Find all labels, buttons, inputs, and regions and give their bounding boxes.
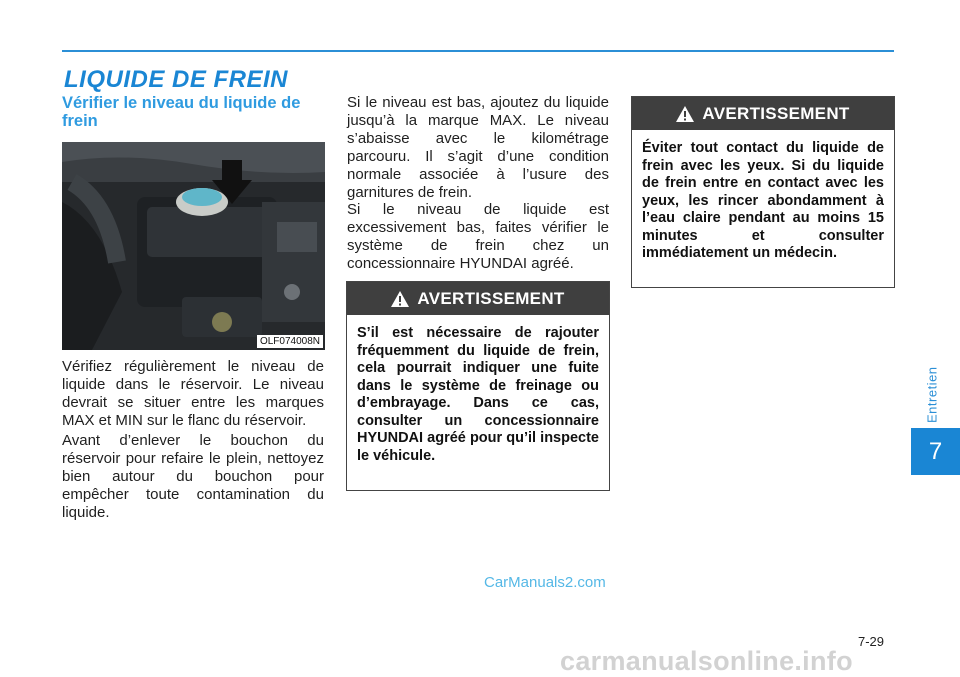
engine-bay-illustration — [62, 142, 325, 350]
engine-bay-photo — [62, 142, 325, 350]
top-rule — [62, 50, 894, 52]
warning-box-eyes — [631, 96, 895, 288]
warning-text: Éviter tout contact du liquide de frein avec les yeux. Si du liquide de frein entre en contact avec les yeux, les rincer abondamment à l’eau claire pendant au moins 15 minutes et consulter immédiatement un médecin. — [642, 140, 884, 261]
col2-paragraph-1: Si le niveau est bas, ajoutez du liquide jusqu’à la marque MAX. Le niveau s’abaisse avec le kilométrage parcouru. Il s’agit d’une condition normale associée à l’usure des garnitures de frein. — [347, 94, 609, 201]
watermark: CarManuals2.com — [484, 574, 606, 591]
warning-title: AVERTISSEMENT — [702, 103, 850, 123]
warning-header — [632, 97, 894, 130]
warning-header — [347, 282, 609, 315]
warning-title: AVERTISSEMENT — [417, 288, 565, 308]
down-arrow-icon — [212, 160, 252, 204]
page-number: 7-29 — [858, 634, 885, 649]
chapter-label: Entretien — [924, 366, 940, 424]
subsection-title: Vérifier le niveau du liquide de frein — [62, 94, 301, 130]
warning-triangle-icon — [676, 106, 694, 122]
warning-text: S’il est nécessaire de rajouter fréquemment du liquide de frein, cela pourrait indiquer une fuite dans le système de freinage ou d’embrayage. Dans ce cas, consulter un concessionnaire HYUNDAI agréé pour qu’il inspecte le véhicule. — [357, 325, 599, 464]
chapter-number-tab: 7 — [911, 428, 960, 475]
col1-paragraph-2: Avant d’enlever le bouchon du réservoir pour refaire le plein, nettoyez bien autour du bouchon pour empêcher toute contamination du liquide. — [62, 432, 324, 521]
col2-paragraph-2: Si le niveau de liquide est excessivement bas, faites vérifier le système de frein chez un concessionnaire HYUNDAI agréé. — [347, 201, 609, 272]
warning-triangle-icon — [391, 291, 409, 307]
section-title: LIQUIDE DE FREIN — [64, 66, 289, 93]
warning-box-leak — [346, 281, 610, 491]
footer-watermark: carmanualsonline.info — [560, 646, 853, 676]
col1-paragraph-1: Vérifiez régulièrement le niveau de liquide dans le réservoir. Le niveau devrait se situer entre les marques MAX et MIN sur le flanc du réservoir. — [62, 358, 324, 429]
figure-code: OLF074008N — [257, 335, 323, 348]
